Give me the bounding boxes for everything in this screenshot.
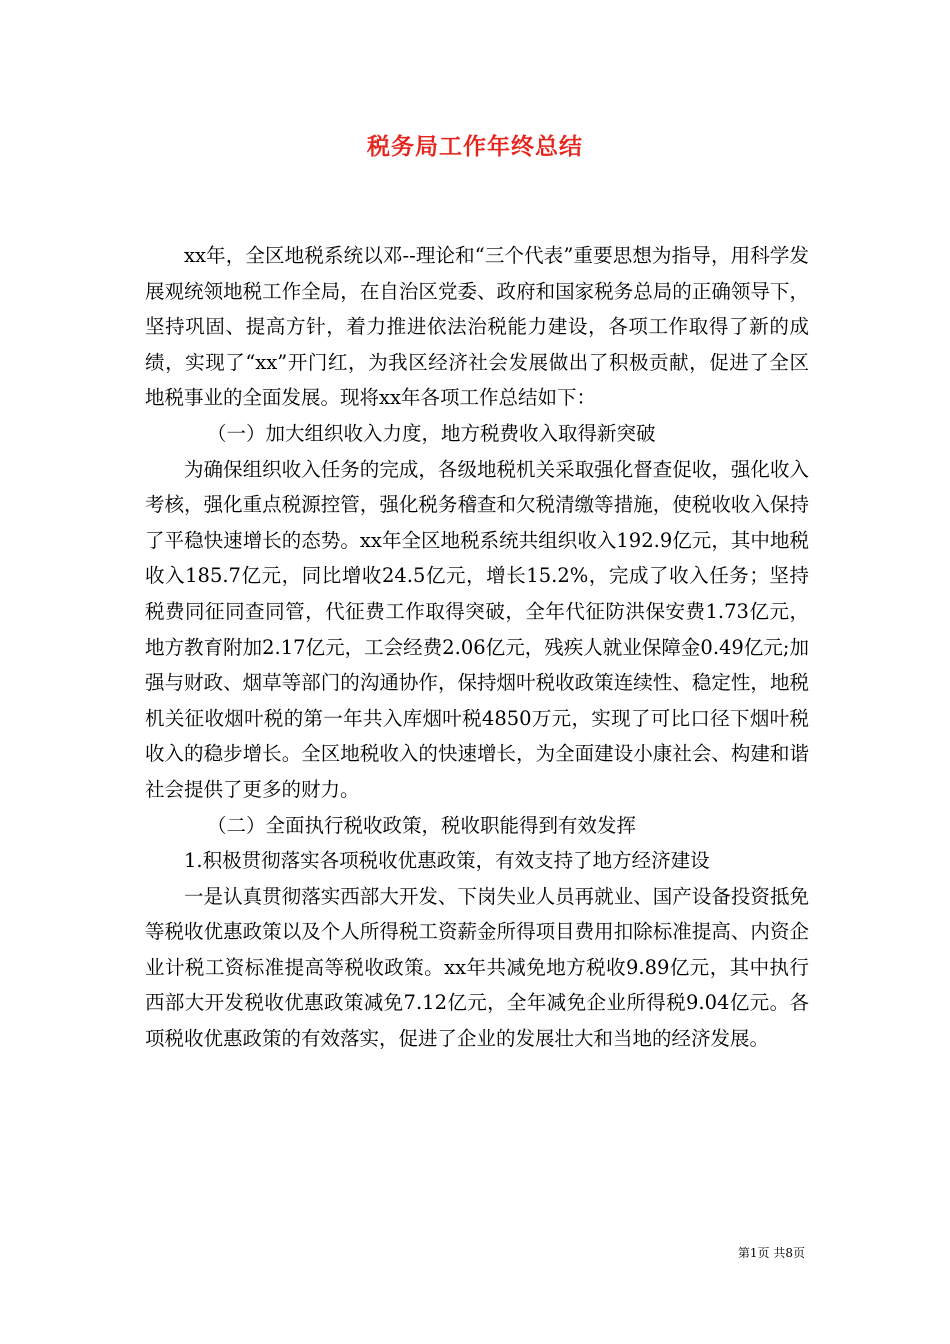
document-title: 税务局工作年终总结 (367, 134, 583, 160)
section-1-paragraph: 为确保组织收入任务的完成，各级地税机关采取强化督查促收，强化收入考核，强化重点税源控管，强化税务稽查和欠税清缴等措施，使税收收入保持了平稳快速增长的态势。xx年全区地税系统共组织收入192.9亿元，其中地税收入185.7亿元，同比增收24.5亿元，增长15.2%，完成了收入任务；坚持税费同征同查同管，代征费工作取得突破，全年代征防洪保安费1.73亿元，地方教育附加2.17亿元，工会经费2.06亿元，残疾人就业保障金0.49亿元;加强与财政、烟草等部门的沟通协作，保持烟叶税收政策连续性、稳定性，地税机关征收烟叶税的第一年共入库烟叶税4850万元，实现了可比口径下烟叶税收入的稳步增长。全区地税收入的快速增长，为全面建设小康社会、构建和谐社会提供了更多的财力。 (145, 457, 809, 801)
page-number-footer: 第1页 共8页 (737, 1246, 805, 1260)
section-heading-2: （二）全面执行税收政策，税收职能得到有效发挥 (207, 813, 637, 837)
subsection-1-paragraph: 一是认真贯彻落实西部大开发、下岗失业人员再就业、国产设备投资抵免等税收优惠政策以及个人所得税工资薪金所得项目费用扣除标准提高、内资企业计税工资标准提高等税收政策。xx年共减免地方税收9.89亿元，其中执行西部大开发税收优惠政策减免7.12亿元，全年减免企业所得税9.04亿元。各项税收优惠政策的有效落实，促进了企业的发展壮大和当地的经济发展。 (145, 884, 809, 1051)
subsection-heading-1: 1.积极贯彻落实各项税收优惠政策，有效支持了地方经济建设 (184, 849, 710, 873)
intro-paragraph: xx年，全区地税系统以邓--理论和“三个代表”重要思想为指导，用科学发展观统领地税工作全局，在自治区党委、政府和国家税务总局的正确领导下，坚持巩固、提高方针，着力推进依法治税能力建设，各项工作取得了新的成绩，实现了“xx”开门红，为我区经济社会发展做出了积极贡献，促进了全区地税事业的全面发展。现将xx年各项工作总结如下： (145, 244, 809, 410)
section-heading-1: （一）加大组织收入力度，地方税费收入取得新突破 (207, 421, 656, 445)
document-body (145, 238, 809, 1057)
